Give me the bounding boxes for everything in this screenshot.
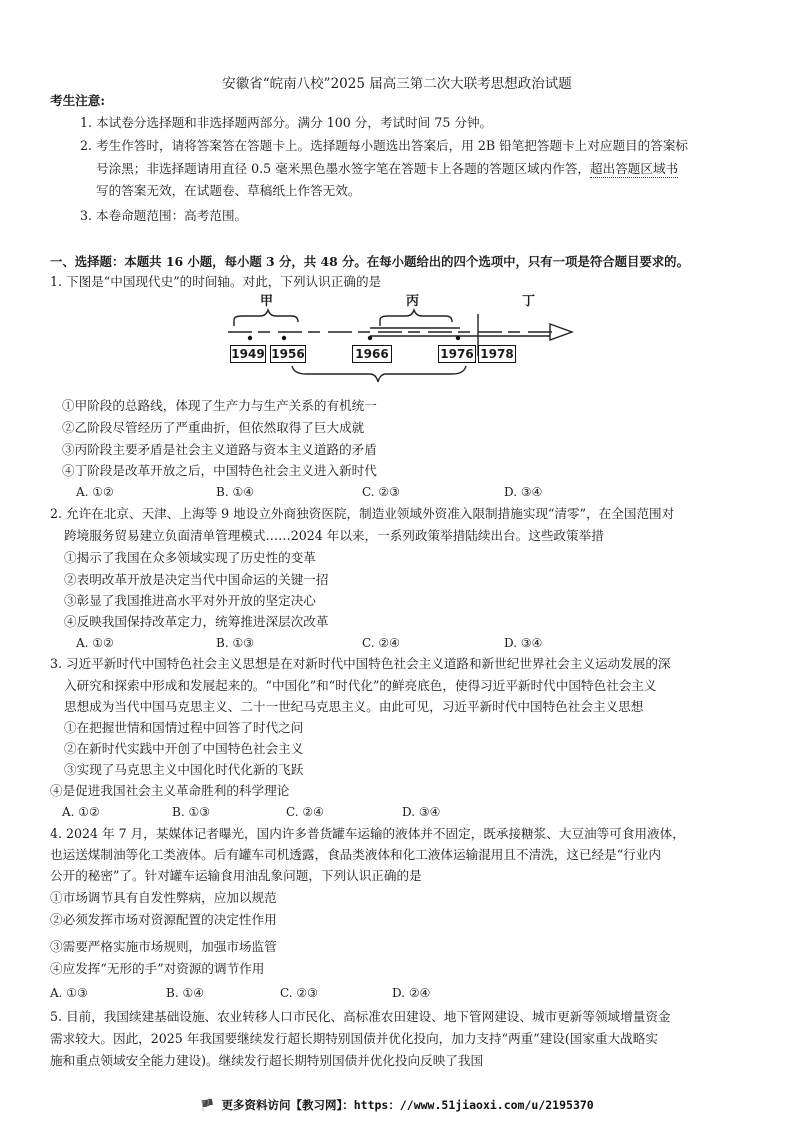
- q4-answer-c: C. ②③: [280, 986, 318, 1000]
- q2-answer-c: C. ②④: [362, 636, 400, 650]
- q5-stem-1: 5. 目前，我国续建基础设施、农业转移人口市民化、高标准农田建设、地下管网建设、城市更新等领域增量资金: [50, 1009, 671, 1024]
- q1-option-3: ③丙阶段主要矛盾是社会主义道路与资本主义道路的矛盾: [62, 442, 377, 457]
- q1-answer-b: B. ①④: [216, 485, 254, 499]
- q2-stem-2: 跨境服务贸易建立负面清单管理模式……2024 年以来，一系列政策举措陆续出台。这些政策举措: [64, 528, 604, 543]
- q4-stem-2: 也运送煤制油等化工类液体。后有罐车司机透露，食品类液体和化工液体运输混用且不清洗，这已经是“行业内: [50, 847, 661, 862]
- q4-option-1: ①市场调节具有自发性弊病，应加以规范: [50, 890, 277, 905]
- q3-stem-2: 入研究和探索中形成和发展起来的。“中国化”和“时代化”的鲜亮底色，使得习近平新时代中国特色社会主义: [64, 678, 657, 693]
- q3-option-4: ④是促进我国社会主义革命胜利的科学理论: [50, 783, 290, 798]
- q2-answer-a: A. ①②: [76, 636, 114, 650]
- q1-option-4: ④丁阶段是改革开放之后，中国特色社会主义进入新时代: [62, 463, 377, 478]
- q2-option-3: ③彰显了我国推进高水平对外开放的坚定决心: [64, 593, 316, 608]
- q4-option-2: ②必须发挥市场对资源配置的决定性作用: [50, 912, 277, 927]
- timeline-year-1976: 1976: [438, 345, 476, 363]
- q3-answer-a: A. ①②: [62, 805, 100, 819]
- notice-item-1: 1. 本试卷分选择题和非选择题两部分。满分 100 分，考试时间 75 分钟。: [80, 115, 493, 130]
- q4-option-3: ③需要严格实施市场规则，加强市场监管: [50, 939, 277, 954]
- q2-option-4: ④反映我国保持改革定力，统筹推进深层次改革: [64, 614, 329, 629]
- q5-stem-3: 施和重点领域安全能力建设)。继续发行超长期特别国债并优化投向反映了我国: [50, 1053, 484, 1068]
- exam-title: 安徽省“皖南八校”2025 届高三第二次大联考思想政治试题: [222, 76, 572, 92]
- notice-item-2: 2. 考生作答时，请将答案答在答题卡上。选择题每小题选出答案后，用 2B 铅笔把答题卡上对应题目的答案标: [80, 138, 689, 153]
- q4-stem-1: 4. 2024 年 7 月，某媒体记者曝光，国内许多普货罐车运输的液体并不固定，既承接糖浆、大豆油等可食用液体，: [50, 826, 685, 841]
- timeline-year-1956: 1956: [271, 347, 305, 361]
- q4-stem-3: 公开的秘密”了。针对罐车运输食用油乱象问题，下列认识正确的是: [50, 868, 422, 883]
- q2-option-1: ①揭示了我国在众多领域实现了历史性的变革: [64, 550, 316, 565]
- q3-option-1: ①在把握世情和国情过程中回答了时代之问: [64, 720, 304, 735]
- timeline-year-1949: 1949: [231, 347, 265, 361]
- notice-item-2-text-b: 写的答案无效，: [96, 183, 185, 198]
- notice-item-2-text-c: 在试题卷、草稿纸上作答无效。: [184, 183, 361, 198]
- q4-answer-b: B. ①④: [166, 986, 204, 1000]
- q3-answer-c: C. ②④: [286, 805, 324, 819]
- q1-timeline: [220, 290, 580, 390]
- notice-item-2-text: 号涂黑；非选择题请用直径 0.5 毫米黑色墨水签字笔在答题卡上各题的答题区域内作答，: [96, 161, 591, 176]
- footer-link[interactable]: 🏴 更多资料访问【教习网】：https：//www.51jiaoxi.com/u/2195370: [200, 1098, 594, 1112]
- q3-option-2: ②在新时代实践中开创了中国特色社会主义: [64, 741, 304, 756]
- q3-stem-1: 3. 习近平新时代中国特色社会主义思想是在对新时代中国特色社会主义道路和新世纪世界社会主义运动发展的深: [50, 656, 671, 671]
- notice-item-2-cont: [96, 160, 678, 178]
- notice-item-3: 3. 本卷命题范围：高考范围。: [80, 208, 248, 223]
- q1-answer-a: A. ①②: [76, 485, 114, 499]
- notice-heading: 考生注意:: [50, 93, 106, 108]
- q4-option-4: ④应发挥“无形的手”对资源的调节作用: [50, 961, 265, 976]
- q3-stem-3: 思想成为当代中国马克思主义、二十一世纪马克思主义。由此可见，习近平新时代中国特色社会主义思想: [64, 699, 644, 714]
- timeline-label-jia: 甲: [260, 294, 274, 309]
- q1-answer-d: D. ③④: [504, 485, 543, 499]
- q2-answer-b: B. ①③: [216, 636, 254, 650]
- q1-answer-c: C. ②③: [362, 485, 400, 499]
- timeline-label-bing: 丙: [406, 294, 420, 309]
- section-heading: 一、选择题：本题共 16 小题，每小题 3 分，共 48 分。在每小题给出的四个选项中，只有一项是符合题目要求的。: [50, 254, 689, 269]
- q4-answer-d: D. ②④: [392, 986, 431, 1000]
- q3-option-3: ③实现了马克思主义中国化时代化新的飞跃: [64, 762, 304, 777]
- q2-answer-d: D. ③④: [504, 636, 543, 650]
- q3-answer-d: D. ③④: [402, 805, 441, 819]
- notice-item-2-emphasis: 超出答题区域书: [590, 161, 679, 176]
- timeline-label-ding: 丁: [522, 294, 536, 309]
- q4-answer-a: A. ①③: [50, 986, 88, 1000]
- timeline-year-1966: 1966: [352, 345, 392, 363]
- notice-item-2-end: [96, 182, 360, 200]
- q1-option-1: ①甲阶段的总路线，体现了生产力与生产关系的有机统一: [62, 398, 377, 413]
- q5-stem-2: 需求较大。因此，2025 年我国要继续发行超长期特别国债并优化投向，加力支持“两重”建设(国家重大战略实: [50, 1031, 658, 1046]
- timeline-year-1978: 1978: [478, 345, 516, 363]
- q3-answer-b: B. ①③: [172, 805, 210, 819]
- q2-stem-1: 2. 允许在北京、天津、上海等 9 地设立外商独资医院，制造业领域外资准入限制措施实现“清零”，在全国范围对: [50, 506, 675, 521]
- q1-option-2: ②乙阶段尽管经历了严重曲折，但依然取得了巨大成就: [62, 420, 365, 435]
- q2-option-2: ②表明改革开放是决定当代中国命运的关键一招: [64, 572, 329, 587]
- q1-stem: 1. 下图是“中国现代史”的时间轴。对此，下列认识正确的是: [50, 274, 382, 289]
